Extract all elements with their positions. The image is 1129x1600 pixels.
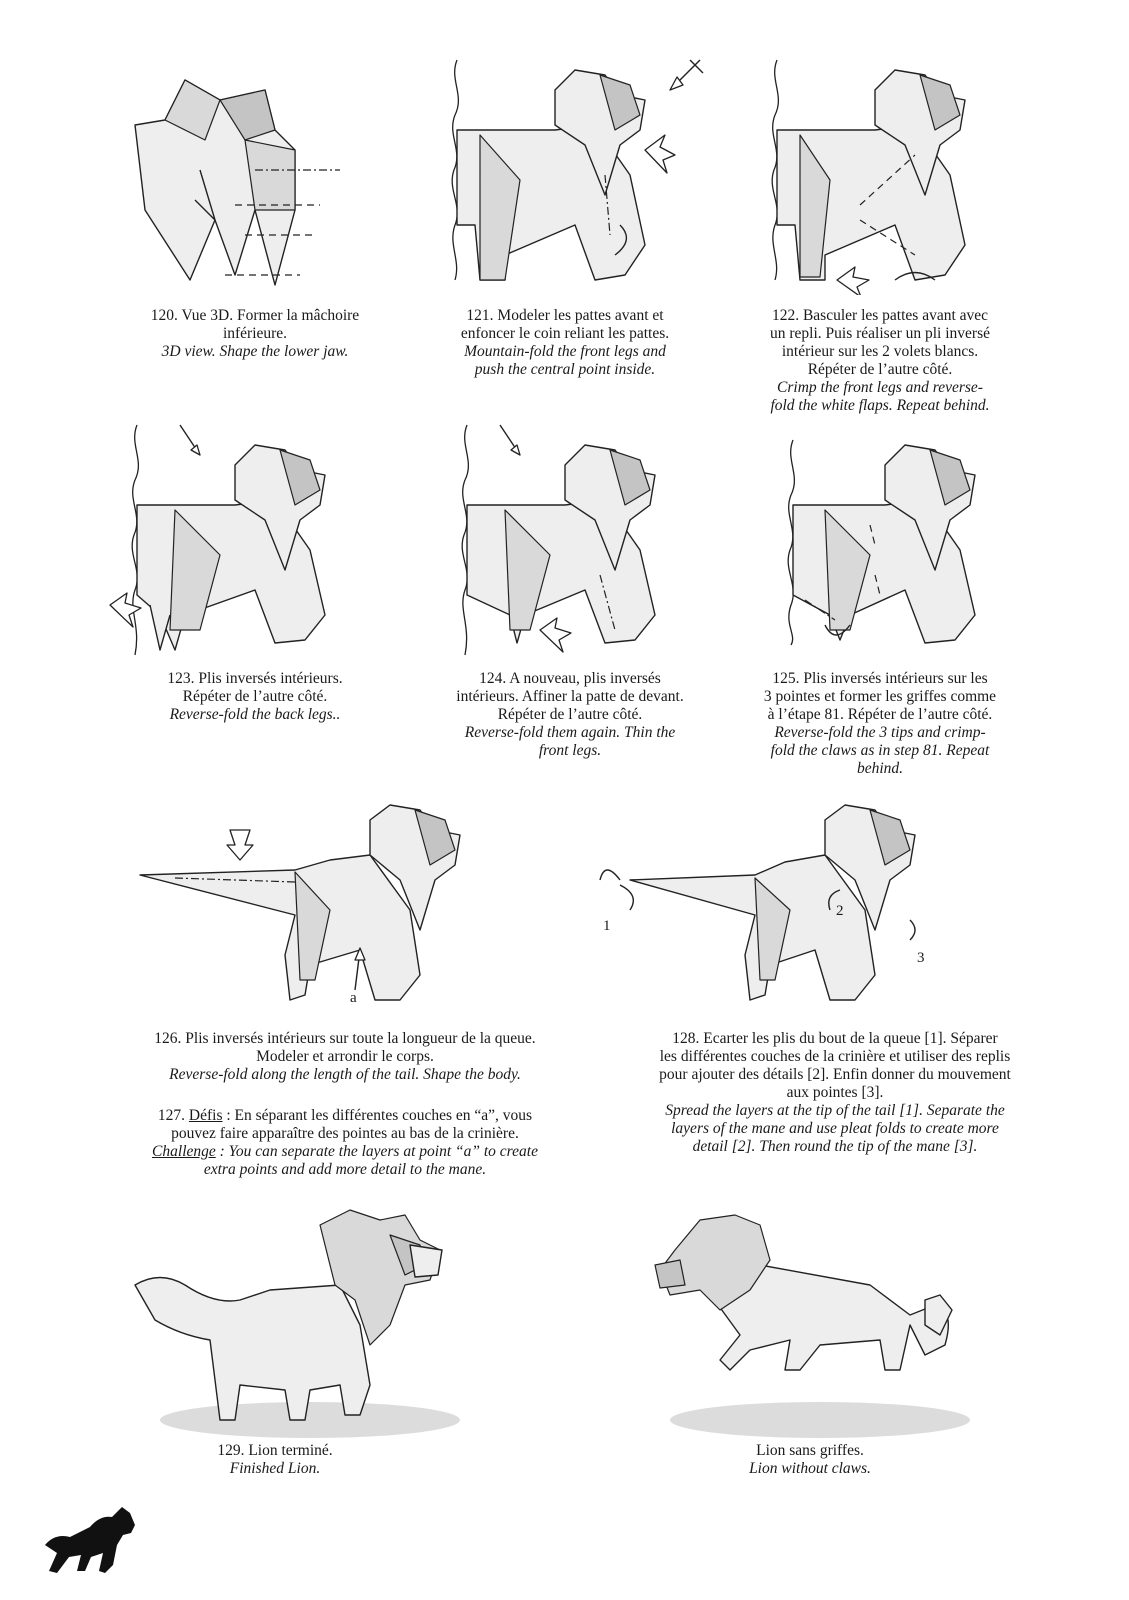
label-1: 1 [603, 918, 611, 934]
caption-129-en-1: Finished Lion. [229, 1460, 321, 1477]
caption-128-fr-1: 128. Ecarter les plis du bout de la queue [1]. Séparer [672, 1030, 998, 1047]
diagram-124 [455, 415, 705, 665]
caption-128 [600, 1030, 1070, 1156]
caption-no-claws-en-1: Lion without claws. [749, 1460, 871, 1477]
caption-127-en-1 [90, 1143, 600, 1161]
label-3: 3 [917, 950, 925, 966]
caption-122 [735, 307, 1025, 415]
caption-126-fr-2: Modeler et arrondir le corps. [256, 1048, 434, 1065]
lion-without-claws-photo [640, 1210, 980, 1440]
caption-125-en-2: fold the claws as in step 81. Repeat [770, 742, 990, 759]
caption-121-en-1: Mountain-fold the front legs and [464, 343, 666, 360]
diagram-126 [135, 800, 490, 1010]
caption-122-fr-1: 122. Basculer les pattes avant avec [771, 307, 989, 324]
caption-126 [95, 1030, 595, 1084]
caption-129-fr-1: 129. Lion terminé. [217, 1442, 333, 1459]
caption-no-claws [710, 1442, 910, 1478]
label-2: 2 [836, 903, 844, 919]
caption-125 [735, 670, 1025, 778]
caption-128-fr-3: pour ajouter des détails [2]. Enfin donner du mouvement [659, 1066, 1011, 1083]
caption-121 [420, 307, 710, 379]
diagram-128 [590, 800, 950, 1010]
caption-127-num: 127. [157, 1107, 186, 1124]
diagram-123 [105, 415, 365, 665]
caption-124-fr-1: 124. A nouveau, plis inversés [479, 670, 661, 687]
caption-120-en-1: 3D view. Shape the lower jaw. [161, 343, 349, 360]
caption-127-en-1-rest: : You can separate the layers at point “a” to create [215, 1143, 538, 1160]
caption-122-fr-4: Répéter de l’autre côté. [807, 361, 953, 378]
caption-120-fr-1: 120. Vue 3D. Former la mâchoire [150, 307, 360, 324]
caption-128-fr-2: les différentes couches de la crinière et utiliser des replis [659, 1048, 1011, 1065]
caption-125-fr-2: 3 pointes et former les griffes comme [763, 688, 997, 705]
caption-128-en-3: detail [2]. Then round the tip of the mane [3]. [692, 1138, 978, 1155]
caption-122-en-2: fold the white flaps. Repeat behind. [770, 397, 990, 414]
caption-125-en-3: behind. [856, 760, 904, 777]
caption-126-en-1: Reverse-fold along the length of the tail. Shape the body. [169, 1066, 521, 1083]
caption-122-en-1: Crimp the front legs and reverse- [777, 379, 983, 396]
caption-126-fr-1: 126. Plis inversés intérieurs sur toute la longueur de la queue. [154, 1030, 536, 1047]
caption-124-en-1: Reverse-fold them again. Thin the [464, 724, 676, 741]
diagram-125 [785, 435, 1005, 665]
caption-127-fr-2: pouvez faire apparaître des pointes au bas de la crinière. [171, 1125, 519, 1142]
caption-no-claws-fr-1: Lion sans griffes. [756, 1442, 864, 1459]
caption-122-fr-2: un repli. Puis réaliser un pli inversé [770, 325, 990, 342]
finished-lion-photo [120, 1205, 460, 1440]
caption-127-en-2: extra points and add more detail to the mane. [203, 1161, 487, 1178]
caption-124-en-2: front legs. [538, 742, 602, 759]
caption-121-fr-2: enfoncer le coin reliant les pattes. [460, 325, 670, 342]
diagram-122 [765, 55, 995, 295]
caption-128-en-2: layers of the mane and use pleat folds to create more [671, 1120, 999, 1137]
caption-122-fr-3: intérieur sur les 2 volets blancs. [781, 343, 979, 360]
caption-123-fr-2: Répéter de l’autre côté. [182, 688, 328, 705]
caption-125-en-1: Reverse-fold the 3 tips and crimp- [774, 724, 986, 741]
caption-121-en-2: push the central point inside. [474, 361, 656, 378]
caption-123-en-1: Reverse-fold the back legs.. [169, 706, 341, 723]
caption-127-fr-1 [90, 1107, 600, 1125]
caption-125-fr-3: à l’étape 81. Répéter de l’autre côté. [767, 706, 993, 723]
caption-127 [90, 1107, 600, 1179]
lion-silhouette-logo [40, 1495, 145, 1585]
caption-124-fr-3: Répéter de l’autre côté. [497, 706, 643, 723]
caption-127-defis: Défis [188, 1107, 223, 1124]
caption-123 [110, 670, 400, 724]
caption-124 [425, 670, 715, 760]
caption-121-fr-1: 121. Modeler les pattes avant et [466, 307, 664, 324]
label-a: a [350, 990, 357, 1006]
caption-127-fr-1-rest: : En séparant les différentes couches en “a”, vous [222, 1107, 533, 1124]
caption-128-fr-4: aux pointes [3]. [786, 1084, 884, 1101]
caption-123-fr-1: 123. Plis inversés intérieurs. [167, 670, 343, 687]
caption-125-fr-1: 125. Plis inversés intérieurs sur les [772, 670, 988, 687]
diagram-121 [445, 55, 715, 295]
diagram-120 [125, 70, 340, 290]
caption-128-en-1: Spread the layers at the tip of the tail [1]. Separate the [665, 1102, 1005, 1119]
caption-120 [110, 307, 400, 361]
caption-127-challenge: Challenge [152, 1143, 216, 1160]
caption-124-fr-2: intérieurs. Affiner la patte de devant. [456, 688, 684, 705]
caption-120-fr-2: inférieure. [222, 325, 288, 342]
caption-129 [175, 1442, 375, 1478]
